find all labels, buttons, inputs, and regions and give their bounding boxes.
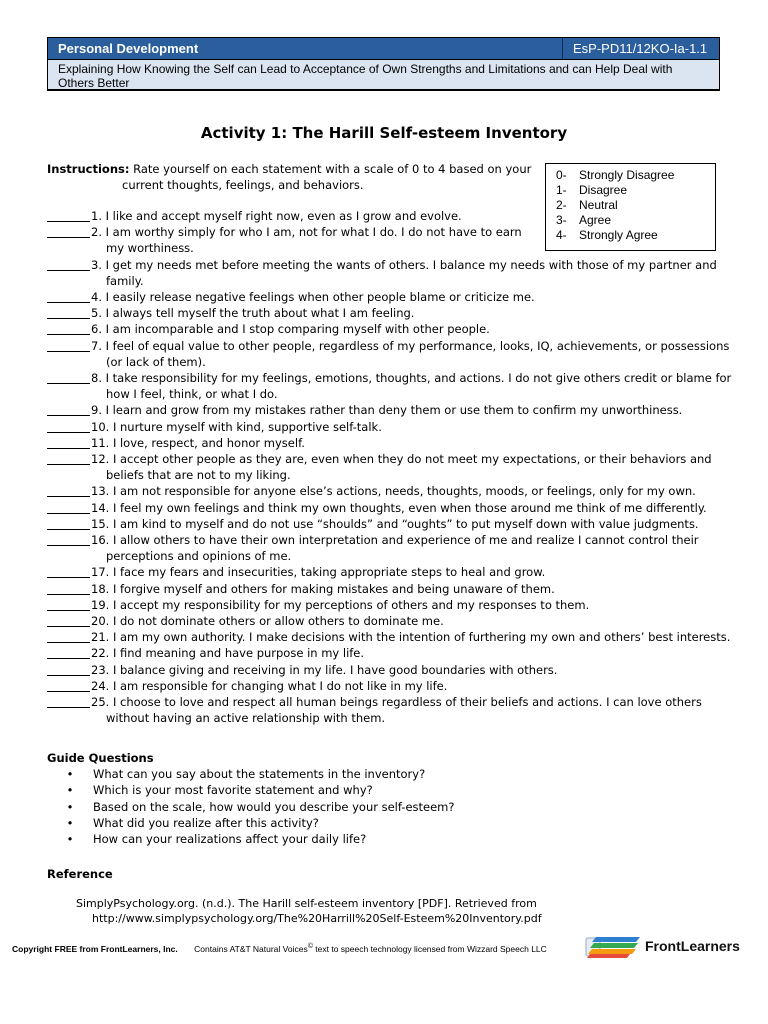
inventory-item bbox=[47, 532, 747, 564]
inventory-item-text bbox=[91, 662, 747, 678]
rating-blank[interactable] bbox=[47, 402, 90, 416]
item-statement-continued: (or lack of them). bbox=[106, 354, 206, 369]
item-statement: 8. I take responsibility for my feelings, emotions, thoughts, and actions. I do not give others credit or blame for bbox=[91, 371, 732, 386]
inventory-item bbox=[47, 338, 747, 370]
inventory-item bbox=[47, 629, 747, 645]
rating-blank[interactable] bbox=[47, 305, 90, 319]
guide-question bbox=[47, 766, 747, 782]
scale-label: Strongly Agree bbox=[579, 228, 658, 242]
rating-blank[interactable] bbox=[47, 532, 90, 546]
item-statement: 19. I accept my responsibility for my perceptions of others and my responses to them. bbox=[91, 597, 590, 612]
copyright-mark: © bbox=[307, 942, 313, 950]
bullet-icon: • bbox=[66, 783, 74, 798]
rating-blank[interactable] bbox=[47, 662, 90, 676]
inventory-items bbox=[47, 208, 747, 727]
inventory-item bbox=[47, 581, 747, 597]
inventory-item-text bbox=[91, 532, 747, 564]
header-top-row bbox=[48, 38, 719, 59]
inventory-item bbox=[47, 402, 747, 418]
guide-question-text: What can you say about the statements in the inventory? bbox=[93, 767, 426, 782]
bullet-icon: • bbox=[66, 832, 74, 847]
inventory-item bbox=[47, 370, 747, 402]
scale-label: Agree bbox=[579, 213, 612, 227]
inventory-item-text bbox=[91, 694, 747, 726]
inventory-item bbox=[47, 564, 747, 580]
tts-notice: Contains AT&T Natural Voices bbox=[194, 943, 308, 954]
scale-label: Strongly Disagree bbox=[579, 168, 675, 182]
guide-question-text: Based on the scale, how would you describe your self-esteem? bbox=[93, 799, 455, 814]
rating-blank[interactable] bbox=[47, 564, 90, 578]
inventory-item bbox=[47, 257, 747, 289]
guide-question-text: Which is your most favorite statement and why? bbox=[93, 783, 373, 798]
item-statement: 4. I easily release negative feelings when other people blame or criticize me. bbox=[91, 290, 535, 305]
scale-number: 4- bbox=[556, 228, 567, 242]
inventory-item bbox=[47, 613, 747, 629]
footer bbox=[12, 942, 547, 954]
guide-questions-list bbox=[47, 766, 747, 847]
rating-blank[interactable] bbox=[47, 694, 90, 708]
rating-blank[interactable] bbox=[47, 321, 90, 335]
inventory-item-text bbox=[91, 516, 747, 532]
item-statement: 13. I am not responsible for anyone else’s actions, needs, thoughts, moods, or feelings, only for my own. bbox=[91, 484, 696, 499]
rating-blank[interactable] bbox=[47, 629, 90, 643]
competency-code: EsP-PD11/12KO-Ia-1.1 bbox=[562, 38, 719, 59]
instructions bbox=[47, 161, 537, 193]
inventory-item bbox=[47, 483, 747, 499]
activity-title: Activity 1: The Harill Self-esteem Inventory bbox=[200, 124, 568, 142]
reference-text: SimplyPsychology.org. (n.d.). The Harill self-esteem inventory [PDF]. Retrieved from bbox=[76, 897, 537, 910]
inventory-item bbox=[47, 694, 747, 726]
inventory-item bbox=[47, 597, 747, 613]
item-statement: 22. I find meaning and have purpose in my life. bbox=[91, 646, 365, 661]
item-statement: 15. I am kind to myself and do not use “shoulds” and “oughts” to put myself down with value judgments. bbox=[91, 516, 699, 531]
item-statement: 21. I am my own authority. I make decisions with the intention of furthering my own and others’ best interests. bbox=[91, 630, 731, 645]
rating-blank[interactable] bbox=[47, 678, 90, 692]
inventory-item-text bbox=[91, 257, 747, 289]
item-statement: 24. I am responsible for changing what I do not like in my life. bbox=[91, 678, 448, 693]
inventory-item bbox=[47, 208, 747, 224]
guide-question-text: How can your realizations affect your daily life? bbox=[93, 832, 367, 847]
item-statement-continued: family. bbox=[106, 273, 144, 288]
guide-questions-title: Guide Questions bbox=[47, 751, 154, 765]
instructions-line-2: current thoughts, feelings, and behaviors. bbox=[122, 178, 364, 192]
bullet-icon: • bbox=[66, 767, 74, 782]
inventory-item-text bbox=[91, 435, 747, 451]
inventory-item-text bbox=[91, 500, 747, 516]
rating-blank[interactable] bbox=[47, 645, 90, 659]
item-statement: 12. I accept other people as they are, even when they do not meet my expectations, or their behaviors and bbox=[91, 452, 712, 467]
scale-row bbox=[556, 183, 715, 198]
scale-number: 1- bbox=[556, 183, 567, 197]
item-statement-continued: perceptions and opinions of me. bbox=[106, 549, 292, 564]
rating-blank[interactable] bbox=[47, 224, 90, 238]
guide-question bbox=[47, 799, 747, 815]
inventory-item bbox=[47, 435, 747, 451]
guide-question-text: What did you realize after this activity? bbox=[93, 815, 319, 830]
rating-blank[interactable] bbox=[47, 338, 90, 352]
inventory-item-text bbox=[91, 289, 747, 305]
inventory-item bbox=[47, 451, 747, 483]
inventory-item bbox=[47, 224, 747, 256]
item-statement: 23. I balance giving and receiving in my life. I have good boundaries with others. bbox=[91, 662, 558, 677]
rating-blank[interactable] bbox=[47, 500, 90, 514]
rating-blank[interactable] bbox=[47, 613, 90, 627]
item-statement: 6. I am incomparable and I stop comparing myself with other people. bbox=[91, 322, 490, 337]
scale-label: Neutral bbox=[579, 198, 618, 212]
frontlearners-logo-icon bbox=[584, 932, 642, 960]
rating-blank[interactable] bbox=[47, 516, 90, 530]
item-statement: 1. I like and accept myself right now, even as I grow and evolve. bbox=[91, 209, 462, 223]
item-statement-continued: my worthiness. bbox=[106, 241, 194, 256]
inventory-item-text bbox=[91, 483, 747, 499]
inventory-item-text bbox=[91, 581, 747, 597]
frontlearners-logo bbox=[584, 932, 749, 960]
inventory-item bbox=[47, 500, 747, 516]
item-statement: 5. I always tell myself the truth about what I am feeling. bbox=[91, 306, 415, 321]
inventory-item bbox=[47, 662, 747, 678]
bullet-icon: • bbox=[66, 815, 74, 830]
inventory-item bbox=[47, 305, 747, 321]
inventory-item bbox=[47, 516, 747, 532]
inventory-item bbox=[47, 645, 747, 661]
inventory-item-text bbox=[91, 419, 747, 435]
rating-blank[interactable] bbox=[47, 597, 90, 611]
scale-label: Disagree bbox=[579, 183, 628, 197]
rating-blank[interactable] bbox=[47, 289, 90, 303]
instructions-label: Instructions: bbox=[47, 162, 130, 176]
rating-blank[interactable] bbox=[47, 435, 90, 449]
item-statement: 25. I choose to love and respect all human beings regardless of their beliefs and actions. I can love others bbox=[91, 695, 702, 710]
item-statement: 9. I learn and grow from my mistakes rather than deny them or use them to confirm my unworthiness. bbox=[91, 403, 683, 418]
scale-number: 2- bbox=[556, 198, 567, 212]
item-statement: 14. I feel my own feelings and think my own thoughts, even when those around me think of me differently. bbox=[91, 500, 707, 515]
rating-blank[interactable] bbox=[47, 257, 90, 271]
inventory-item-text bbox=[91, 224, 747, 256]
item-statement: 3. I get my needs met before meeting the wants of others. I balance my needs with those of my partner and bbox=[91, 257, 717, 272]
inventory-item bbox=[47, 678, 747, 694]
copyright-text: Copyright FREE from FrontLearners, Inc. bbox=[12, 943, 178, 954]
inventory-item-text bbox=[91, 208, 747, 224]
item-statement: 2. I am worthy simply for who I am, not for what I do. I do not have to earn bbox=[91, 225, 522, 240]
inventory-item-text bbox=[91, 321, 747, 337]
item-statement: 17. I face my fears and insecurities, taking appropriate steps to heal and grow. bbox=[91, 565, 546, 580]
rating-blank[interactable] bbox=[47, 370, 90, 384]
guide-question bbox=[47, 782, 747, 798]
inventory-item-text bbox=[91, 645, 747, 661]
inventory-item bbox=[47, 419, 747, 435]
logo-wordmark: FrontLearners bbox=[645, 938, 740, 954]
scale-number: 3- bbox=[556, 213, 567, 227]
bullet-icon: • bbox=[66, 799, 74, 814]
guide-question bbox=[47, 831, 747, 847]
inventory-item-text bbox=[91, 564, 747, 580]
inventory-item-text bbox=[91, 629, 747, 645]
inventory-item-text bbox=[91, 597, 747, 613]
inventory-item-text bbox=[91, 370, 747, 402]
reference-citation bbox=[76, 896, 716, 926]
item-statement: 20. I do not dominate others or allow others to dominate me. bbox=[91, 614, 444, 629]
reference-url[interactable]: http://www.simplypsychology.org/The%20Harrill%20Self-Esteem%20Inventory.pdf bbox=[92, 912, 542, 925]
scale-number: 0- bbox=[556, 168, 567, 182]
item-statement: 7. I feel of equal value to other people, regardless of my performance, looks, IQ, achievements, or possessions bbox=[91, 338, 730, 353]
inventory-item-text bbox=[91, 402, 747, 418]
rating-blank[interactable] bbox=[47, 451, 90, 465]
reference-title: Reference bbox=[47, 867, 113, 881]
rating-blank[interactable] bbox=[47, 483, 90, 497]
inventory-item bbox=[47, 289, 747, 305]
inventory-item bbox=[47, 321, 747, 337]
inventory-item-text bbox=[91, 338, 747, 370]
rating-blank[interactable] bbox=[47, 581, 90, 595]
rating-blank[interactable] bbox=[47, 208, 90, 222]
instructions-line-1: Rate yourself on each statement with a scale of 0 to 4 based on your bbox=[133, 162, 532, 176]
item-statement: 18. I forgive myself and others for making mistakes and being unaware of them. bbox=[91, 581, 555, 596]
competency-description: Explaining How Knowing the Self can Lead to Acceptance of Own Strengths and Limitations and can Help Deal with Others Better bbox=[48, 59, 719, 89]
item-statement-continued: without having an active relationship with them. bbox=[106, 711, 386, 726]
header-table bbox=[47, 37, 720, 91]
inventory-item-text bbox=[91, 678, 747, 694]
subject-title: Personal Development bbox=[58, 41, 199, 56]
item-statement-continued: how I feel, think, or what I do. bbox=[106, 387, 278, 402]
inventory-item-text bbox=[91, 305, 747, 321]
inventory-item-text bbox=[91, 613, 747, 629]
item-statement: 16. I allow others to have their own interpretation and experience of me and realize I cannot control their bbox=[91, 533, 699, 548]
item-statement: 11. I love, respect, and honor myself. bbox=[91, 435, 305, 450]
item-statement: 10. I nurture myself with kind, supportive self-talk. bbox=[91, 419, 382, 434]
rating-blank[interactable] bbox=[47, 419, 90, 433]
scale-row bbox=[556, 168, 715, 183]
guide-questions bbox=[47, 750, 747, 847]
tts-notice-rest: text to speech technology licensed from Wizzard Speech LLC bbox=[312, 943, 547, 954]
item-statement-continued: beliefs that are not to my liking. bbox=[106, 468, 291, 483]
inventory-item-text bbox=[91, 451, 747, 483]
guide-question bbox=[47, 815, 747, 831]
